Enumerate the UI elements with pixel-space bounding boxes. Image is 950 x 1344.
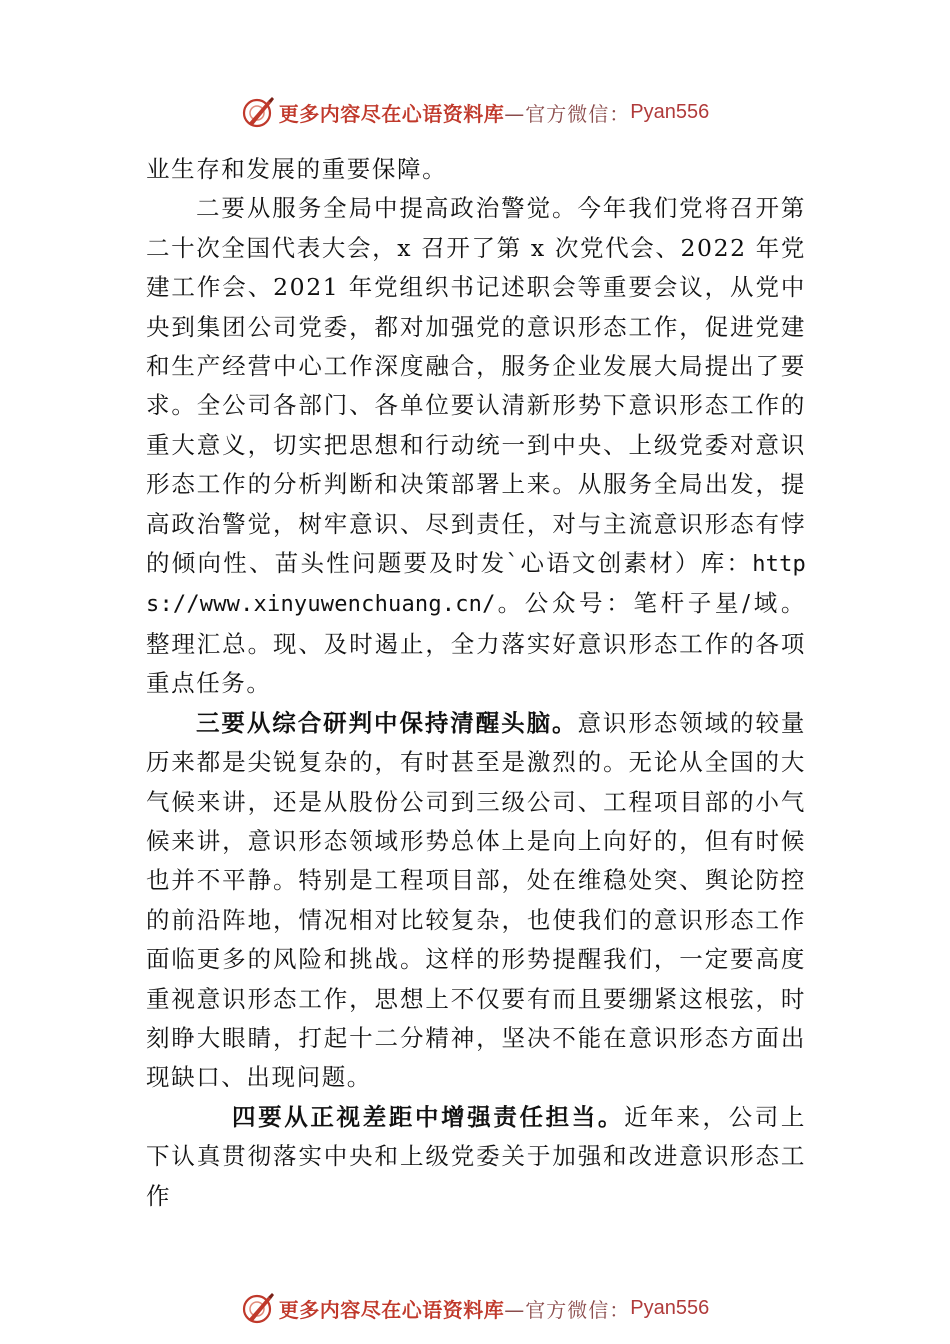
paragraph-4-text: 近年来，公司上下认真贯彻落实中央和上级党委关于加强和改进意识形态工作 (146, 1102, 807, 1210)
watermark-mid-text: —官方微信： (504, 101, 631, 126)
paragraph-4 (146, 1098, 806, 1216)
brush-logo-icon (241, 1291, 275, 1325)
paragraph-2-text: 二要从服务全局中提高政治警觉。今年我们党将召开第二十次全国代表大会，x 召开了第 x 次党代会、2022 年党建工作会、2021 年党组织书记述职会等重要会议，从党中央到集团公司党委，都对加强党的意识形态工作，促进党建和生产经营中心工作深度融合，服务企业发展大局提出了要求。全公司各部门、各单位要认清新形势下意识形态工作的重大意义，切实把思想和行动统一到中央、上级党委对意识形态工作的分析判断和决策部署上来。从服务全局出发，提高政治警觉，树牢意识、尽到责任，对与主流意识形态有悖的倾向性、苗头性问题要及时发`心语文创素材）库： (146, 194, 806, 578)
watermark-wechat-id: Pyan556 (630, 1296, 710, 1319)
document-body (146, 150, 806, 1216)
paragraph-3-heading: 三要从综合研判中保持清醒头脑。 (196, 708, 578, 737)
paragraph-3 (146, 704, 806, 1098)
watermark-mid-text: —官方微信： (504, 1297, 631, 1322)
paragraph-2-tail: 。公众号：笔杆子星/域。整理汇总。现、及时遏止，全力落实好意识形态工作的各项重点任务。 (146, 589, 806, 698)
paragraph-4-heading: 四要从正视差距中增强责任担当。 (232, 1102, 625, 1131)
paragraph-1: 业生存和发展的重要保障。 (146, 155, 448, 183)
header-watermark (0, 92, 950, 132)
watermark-wechat-id: Pyan556 (630, 100, 710, 123)
paragraph-2 (146, 189, 806, 703)
brush-logo-icon (241, 95, 275, 129)
watermark-main-text: 更多内容尽在心语资料库 (278, 1297, 505, 1322)
paragraph-3-text: 意识形态领域的较量历来都是尖锐复杂的，有时甚至是激烈的。无论从全国的大气候来讲，还是从股份公司到三级公司、工程项目部的小气候来讲，意识形态领域形势总体上是向上向好的，但有时候也并不平静。特别是工程项目部，处在维稳处突、舆论防控的前沿阵地，情况相对比较复杂，也使我们的意识形态工作面临更多的风险和挑战。这样的形势提醒我们，一定要高度重视意识形态工作，思想上不仅要有而且要绷紧这根弦，时刻睁大眼睛，打起十二分精神，坚决不能在意识形态方面出现缺口、出现问题。 (146, 708, 806, 1092)
paragraph-2-url: https://www.xinyuwenchuang.cn/ (146, 552, 806, 618)
watermark-main-text: 更多内容尽在心语资料库 (278, 101, 505, 126)
footer-watermark (0, 1288, 950, 1328)
